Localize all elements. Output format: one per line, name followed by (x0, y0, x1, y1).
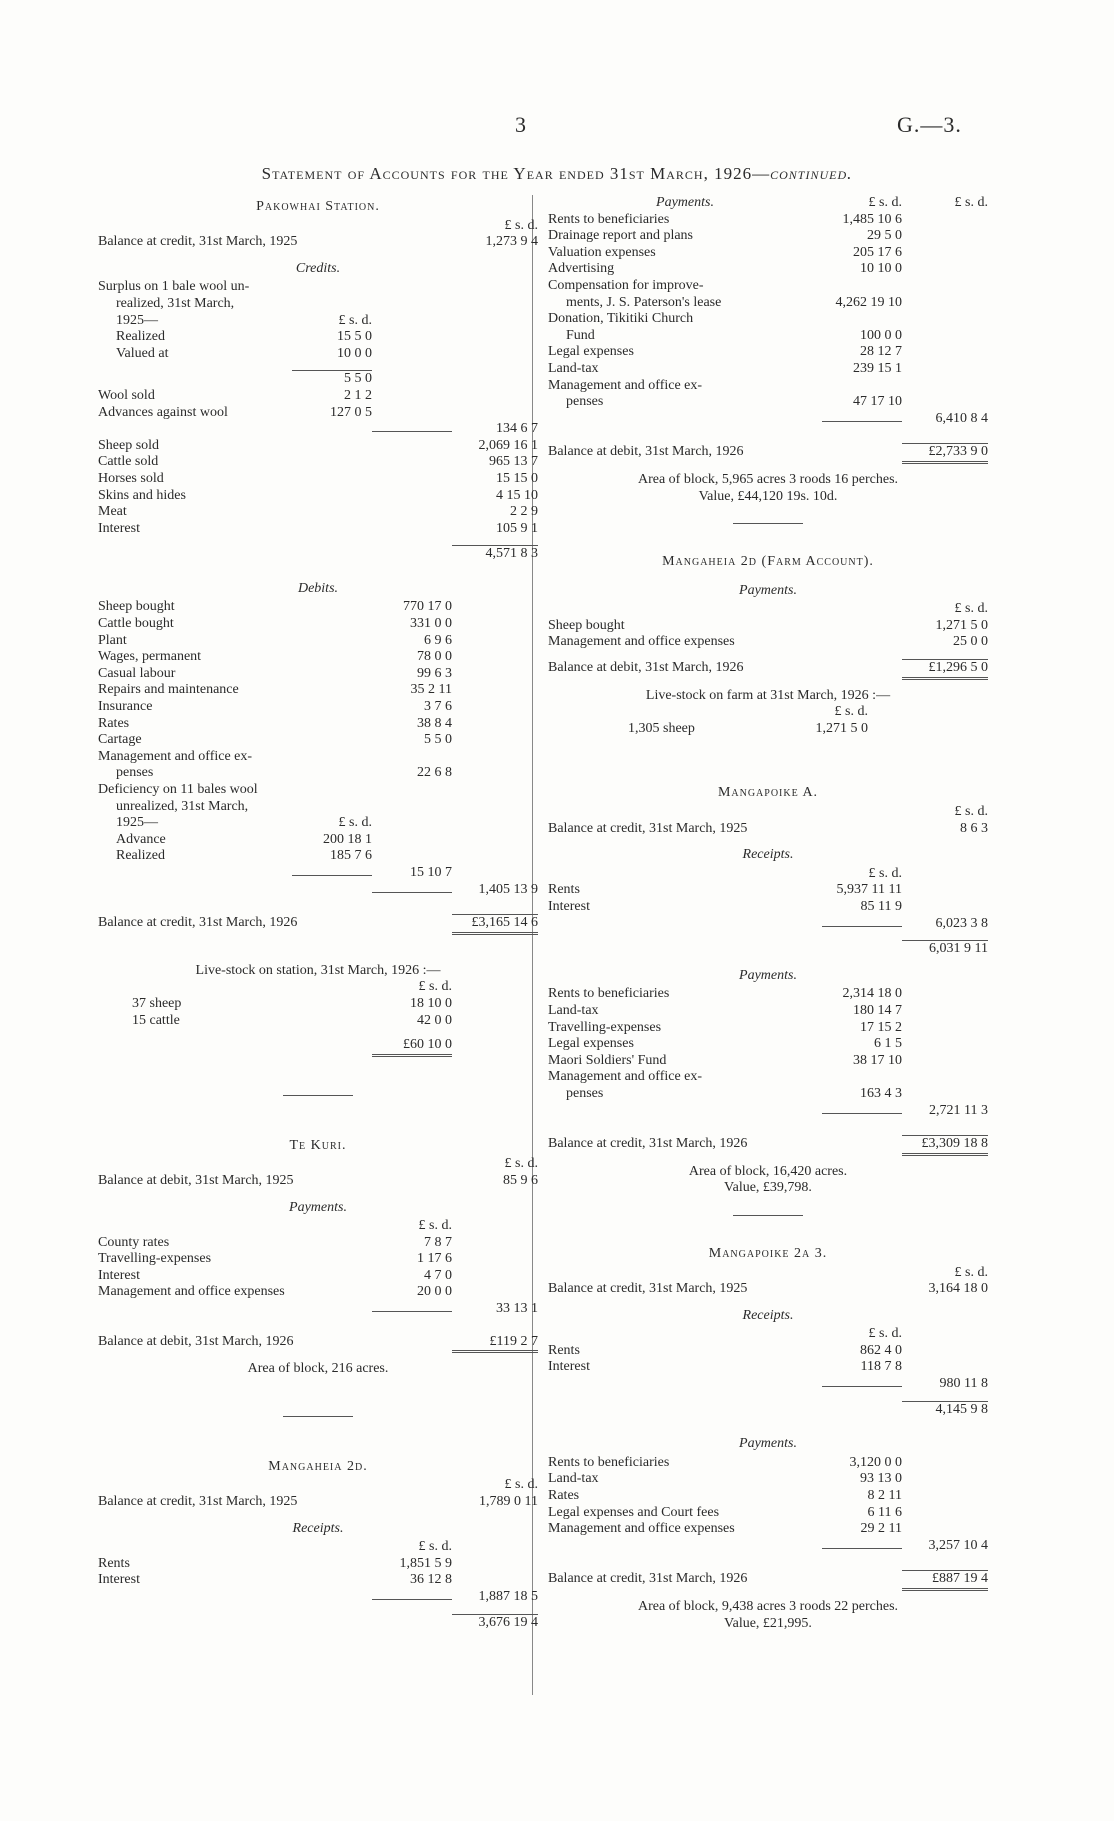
ledger-row: penses 163 4 3 (566, 1085, 902, 1101)
ledger-row: 37 sheep 18 10 0 (132, 995, 452, 1011)
surplus-line: 1925— (116, 312, 158, 328)
closing-balance-row: Balance at credit, 31st March, 1926 £3,309 18 8 (548, 1135, 988, 1156)
ledger-row: Management and office expenses 25 0 0 (548, 634, 988, 650)
receipts-heading: Receipts. (742, 847, 794, 863)
page-title: Statement of Accounts for the Year ended 31st March, 1926—continued. (261, 164, 853, 183)
ledger-row: 15 cattle 42 0 0 (132, 1012, 452, 1028)
total-row: 4,145 9 8 (548, 1401, 988, 1419)
ledger-row: Cartage 5 5 0 (98, 732, 452, 748)
ledger-row: Management and office expenses 20 0 0 (98, 1284, 452, 1300)
subtotal-row: 6,023 3 8 (548, 916, 988, 933)
ledger-row: Sheep bought 1,271 5 0 (548, 617, 988, 633)
receipts-heading: Receipts. (742, 1307, 794, 1323)
document-reference: G.—3. (897, 112, 962, 137)
opening-balance-row: Balance at credit, 31st March, 1925 1,273 9 4 (98, 234, 538, 250)
receipts-heading: Receipts. (292, 1520, 344, 1536)
surplus-line: realized, 31st March, (116, 295, 235, 311)
ledger-row: penses 22 6 8 (116, 765, 452, 781)
subtotal-row: 1,887 18 5 (98, 1589, 538, 1606)
donation-line: Donation, Tikitiki Church (548, 311, 694, 327)
section-separator (733, 523, 803, 524)
section-title-mangapoike-2a3: Mangapoike 2a 3. (708, 1245, 828, 1261)
ledger-row: 1,305 sheep 1,271 5 0 (628, 720, 868, 736)
total-row: 6,031 9 11 (548, 940, 988, 958)
ledger-row: Sheep bought 770 17 0 (98, 599, 452, 615)
section-title-te-kuri: Te Kuri. (289, 1137, 347, 1153)
ledger-row: ments, J. S. Paterson's lease 4,262 19 10 (566, 294, 902, 310)
payments-heading: Payments. (739, 967, 797, 983)
mgmt-line: Management and office ex- (548, 377, 703, 393)
surplus-line: Surplus on 1 bale wool un- (98, 279, 250, 295)
payments-total-row: 3,257 10 4 (548, 1538, 988, 1555)
closing-balance-row: Balance at debit, 31st March, 1926 £1,296 5 0 (548, 659, 988, 680)
section-title-pakowhai: Pakowhai Station. (256, 199, 380, 214)
deficiency-line: 1925— (116, 815, 158, 831)
ledger-row: Rents to beneficiaries 3,120 0 0 (548, 1454, 902, 1470)
ledger-row: Travelling-expenses 17 15 2 (548, 1019, 902, 1035)
ledger-row: Rents 862 4 0 (548, 1342, 902, 1358)
area-note: Area of block, 216 acres. (247, 1361, 389, 1377)
ledger-row: Horses sold 15 15 0 (98, 470, 538, 486)
payments-total-row: 2,721 11 3 (548, 1103, 988, 1120)
closing-balance-row: Balance at debit, 31st March, 1926 £119 2 7 (98, 1334, 538, 1354)
ledger-row: 5 5 0 (98, 370, 538, 388)
ledger-row: Wool sold 2 1 2 (98, 387, 372, 403)
closing-balance-row: Balance at credit, 31st March, 1926 £887 19 4 (548, 1570, 988, 1591)
payments-heading: Payments. (739, 582, 797, 598)
ledger-row: Advertising 10 10 0 (548, 261, 902, 277)
ledger-row: Plant 6 9 6 (98, 632, 452, 648)
value-note: Value, £39,798. (724, 1180, 812, 1196)
section-title-mangapoike-a: Mangapoike A. (717, 785, 819, 801)
ledger-row: Maori Soldiers' Fund 38 17 10 (548, 1052, 902, 1068)
livestock-heading: Live-stock on farm at 31st March, 1926 :— (645, 687, 891, 703)
ledger-row: Interest 118 7 8 (548, 1359, 902, 1375)
ledger-row: Interest 85 11 9 (548, 899, 902, 914)
section-separator (283, 1095, 353, 1096)
ledger-row: Insurance 3 7 6 (98, 699, 452, 715)
closing-balance-row: Balance at debit, 31st March, 1926 £2,733 9 0 (548, 443, 988, 464)
ledger-row: Wages, permanent 78 0 0 (98, 649, 452, 665)
ledger-row: Rents 5,937 11 11 (548, 882, 902, 898)
ledger-row: Legal expenses 28 12 7 (548, 344, 902, 360)
ledger-row: Valued at 10 0 0 (116, 345, 372, 361)
value-note: Value, £44,120 19s. 10d. (698, 488, 838, 504)
ledger-row: Casual labour 99 6 3 (98, 665, 452, 681)
ledger-row: Meat 2 2 9 (98, 504, 538, 520)
ledger-row: Rates 8 2 11 (548, 1488, 902, 1504)
currency-header: £ s. d. (504, 217, 538, 233)
ledger-row: Rents to beneficiaries 1,485 10 6 (548, 211, 902, 227)
area-note: Area of block, 5,965 acres 3 roods 16 perches. (637, 471, 899, 487)
ledger-row: Advance 200 18 1 (116, 831, 372, 847)
ledger-row: Interest 4 7 0 (98, 1267, 452, 1283)
livestock-heading: Live-stock on station, 31st March, 1926 :— (195, 962, 441, 978)
deficiency-line: Deficiency on 11 bales wool (98, 782, 258, 797)
ledger-row: Cattle bought 331 0 0 (98, 616, 452, 632)
ledger-row: Drainage report and plans 29 5 0 (548, 228, 902, 244)
subtotal-row: 980 11 8 (548, 1376, 988, 1393)
payments-total-row: 6,410 8 4 (548, 411, 988, 428)
ledger-row: Interest 105 9 1 (98, 520, 538, 536)
area-note: Area of block, 16,420 acres. (688, 1163, 848, 1179)
payments-heading: Payments. (739, 1436, 797, 1452)
opening-balance-row: Balance at debit, 31st March, 1925 85 9 6 (98, 1172, 538, 1188)
compensation-line: Compensation for improve- (548, 277, 704, 293)
section-separator (283, 1416, 353, 1417)
opening-balance-row: Balance at credit, 31st March, 1925 8 6 3 (548, 820, 988, 836)
ledger-row: Realized 15 5 0 (116, 329, 372, 345)
ledger-row: Rents 1,851 5 9 (98, 1555, 452, 1571)
ledger-row: Skins and hides 4 15 10 (98, 487, 538, 503)
ledger-row: Travelling-expenses 1 17 6 (98, 1251, 452, 1267)
total-row: 3,676 19 4 (98, 1614, 538, 1632)
right-column: Payments. £ s. d. £ s. d. Rents to beneficiaries 1,485 10 6 Drainage report and plans 29 5 0 Valuation expenses 205 17 6 Advertising 10 10 0 Compensation for improve- ments, J. S. Paterson's lease 4,262 19 10 Donation, Tikitiki Church Fund 100 0 0 Legal expenses 28 12 7 Land-tax 239 15 1 Management and office ex- penses 47 17 10 6,410 8 4 Balance at debit, 31st March, 1926 £2,733 9 0 Area of block, 5,965 acres 3 roods 16 perches. Value, £44,120 19s. 10d. Mangaheia 2d (Farm Account). Payments. £ s. d. Sheep bought 1,271 5 0 Management and office expenses 25 0 0 Balance at debit, 31st March, 1926 £1,296 5 0 Live-stock on farm at 31st March, 1926 :— £ s. d. 1,305 sheep 1,271 5 0 Mangapoike A. £ s. d. Balance at credit, 31st March, 1925 8 6 3 Receipts. £ s. d. Rents 5,937 11 11 Interest 85 11 9 6,023 3 8 6,031 9 11 Payments. Rents to beneficiaries 2,314 18 0 Land-tax 180 14 7 Travelling-expenses 17 15 2 Legal expenses 6 1 5 Maori Soldiers' Fund 38 17 10 Management and office ex- penses 163 4 3 2,721 11 3 Balance at credit, 31st March, 1926 £3,309 18 8 Area of block, 16,420 acres. Value, £39,798. Mangapoike 2a 3. £ s. d. Balance at credit, 31st March, 1925 3,164 18 0 Receipts. £ s. d. Rents 862 4 0 Interest 118 7 8 980 11 8 4,145 9 8 Payments. Rents to beneficiaries 3,120 0 0 Land-tax 93 13 0 Rates 8 2 11 Legal expenses and Court fees 6 11 6 Management and office expenses 29 2 11 3,257 10 4 Balance at credit, 31st March, 1926 £887 19 4 Area of block, 9,438 acres 3 roods 22 perches. Value, £21,995. (548, 195, 988, 1631)
credits-heading: Credits. (295, 260, 341, 276)
subtotal-row: 33 13 1 (98, 1301, 538, 1318)
ledger-row: Management and office expenses 29 2 11 (548, 1521, 902, 1537)
mgmt-line: Management and office ex- (548, 1069, 703, 1085)
section-title-mangaheia-farm: Mangaheia 2d (Farm Account). (662, 554, 874, 570)
ledger-row: Rents to beneficiaries 2,314 18 0 (548, 986, 902, 1002)
ledger-row: Repairs and maintenance 35 2 11 (98, 682, 452, 698)
ledger-row: Land-tax 180 14 7 (548, 1002, 902, 1018)
ledger-row: Advances against wool 127 0 5 (98, 404, 372, 420)
ledger-row: Land-tax 93 13 0 (548, 1471, 902, 1487)
ledger-row: Legal expenses 6 1 5 (548, 1036, 902, 1052)
ledger-row: Land-tax 239 15 1 (548, 360, 902, 376)
value-note: Value, £21,995. (724, 1615, 812, 1631)
debits-heading: Debits. (297, 580, 339, 596)
ledger-row: Cattle sold 965 13 7 (98, 454, 538, 470)
ledger-row: Sheep sold 2,069 16 1 (98, 437, 538, 453)
section-title-mangaheia-2d: Mangaheia 2d. (268, 1458, 368, 1474)
debits-total-row: 1,405 13 9 (98, 882, 538, 899)
ledger-row: 15 10 7 (98, 865, 538, 882)
ledger-row: Valuation expenses 205 17 6 (548, 244, 902, 260)
payments-heading: Payments. (289, 1199, 347, 1215)
livestock-total-row: £60 10 0 (98, 1037, 538, 1057)
deficiency-line: unrealized, 31st March, (116, 798, 249, 814)
credits-total-row: 4,571 8 3 (98, 545, 538, 563)
area-note: Area of block, 9,438 acres 3 roods 22 perches. (637, 1599, 899, 1614)
subtotal-row: 134 6 7 (98, 421, 538, 438)
ledger-row: Legal expenses and Court fees 6 11 6 (548, 1504, 902, 1520)
page-number: 3 (515, 112, 526, 137)
ledger-row: County rates 7 8 7 (98, 1234, 452, 1250)
ledger-row: Fund 100 0 0 (566, 327, 902, 343)
ledger-row: Interest 36 12 8 (98, 1572, 452, 1588)
left-column: Pakowhai Station. £ s. d. Balance at credit, 31st March, 1925 1,273 9 4 Credits. Surplus on 1 bale wool un- realized, 31st March, 1925— £ s. d. Realized 15 5 0 Valued at 10 0 0 5 5 0 Wool sold 2 1 2 Advances against wool 127 0 5 134 6 7 Sheep sold 2,069 16 1 Cattle sold 965 13 7 Horses sold 15 15 0 Skins and hides 4 15 10 Meat 2 2 9 Interest 105 9 1 4,571 8 3 Debits. Sheep bought 770 17 0 Cattle bought 331 0 0 Plant 6 9 6 Wages, permanent 78 0 0 Casual labour 99 6 3 Repairs and maintenance 35 2 11 Insurance 3 7 6 Rates 38 8 4 Cartage 5 5 0 Management and office ex- penses 22 6 8 Deficiency on 11 bales wool unrealized, 31st March, 1925— £ s. d. Advance 200 18 1 Realized 185 7 6 15 10 7 1,405 13 9 Balance at credit, 31st March, 1926 £3,165 14 6 Live-stock on station, 31st March, 1926 :— £ s. d. 37 sheep 18 10 0 15 cattle 42 0 0 £60 10 0 Te Kuri. £ s. d. Balance at debit, 31st March, 1925 85 9 6 Payments. £ s. d. County rates 7 8 7 Travelling-expenses 1 17 6 Interest 4 7 0 Management and office expenses 20 0 0 33 13 1 Balance at debit, 31st March, 1926 £119 2 7 Area of block, 216 acres. Mangaheia 2d. £ s. d. Balance at credit, 31st March, 1925 1,789 0 11 Receipts. £ s. d. Rents 1,851 5 9 Interest 36 12 8 1,887 18 5 3,676 19 4 (98, 199, 538, 1630)
opening-balance-row: Balance at credit, 31st March, 1925 1,789 0 11 (98, 1494, 538, 1510)
mgmt-line: Management and office ex- (98, 748, 253, 764)
opening-balance-row: Balance at credit, 31st March, 1925 3,164 18 0 (548, 1281, 988, 1297)
ledger-row: Realized 185 7 6 (116, 848, 372, 864)
ledger-row: Rates 38 8 4 (98, 715, 452, 731)
section-separator (733, 1215, 803, 1216)
closing-balance-row: Balance at credit, 31st March, 1926 £3,165 14 6 (98, 914, 538, 935)
payments-heading: Payments. (656, 195, 714, 210)
ledger-row: penses 47 17 10 (566, 394, 902, 410)
